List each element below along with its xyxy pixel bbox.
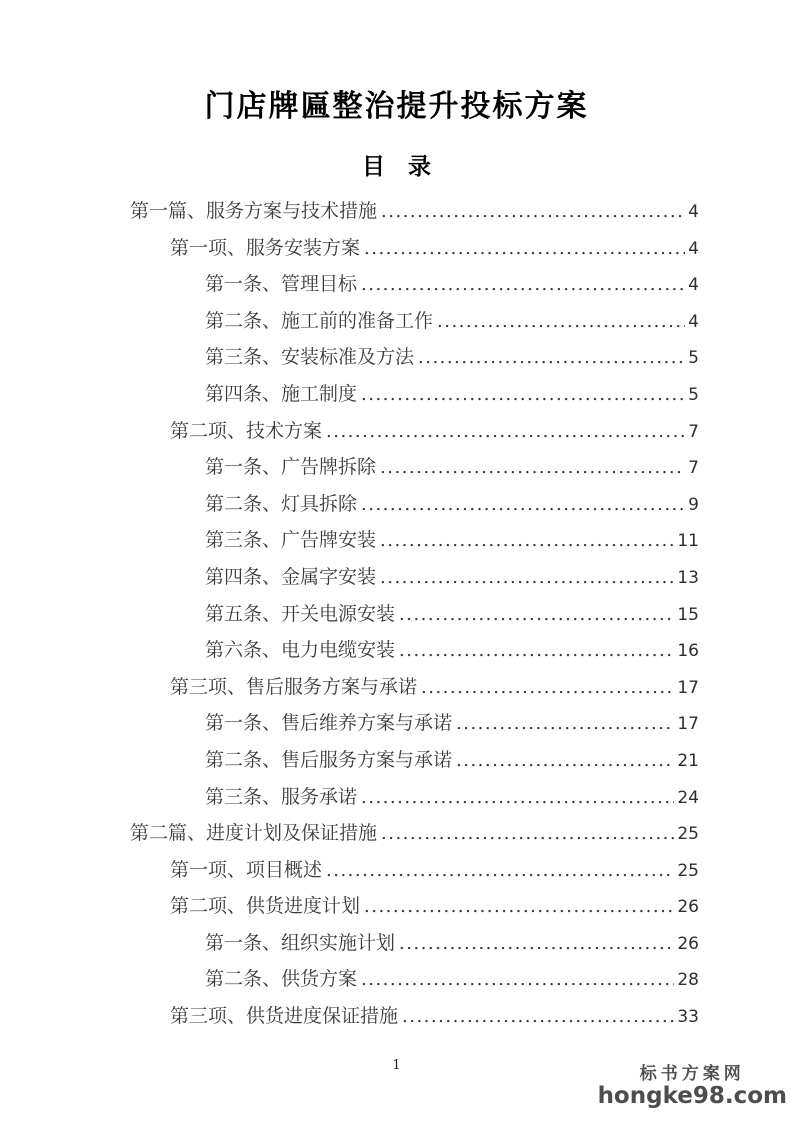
toc-entry-label: 第三项、售后服务方案与承诺 <box>170 675 418 698</box>
toc-entry[interactable] <box>130 416 699 453</box>
dot-leader <box>380 567 674 588</box>
dot-leader <box>326 421 685 442</box>
dot-leader <box>399 604 674 625</box>
toc-entry-label: 第一项、项目概述 <box>170 858 323 881</box>
toc-entry-page: 5 <box>688 384 699 405</box>
toc-entry-label: 第二条、灯具拆除 <box>205 492 358 515</box>
toc-entry-label: 第五条、开关电源安装 <box>205 602 396 625</box>
toc-entry-page: 17 <box>677 714 699 735</box>
toc-entry[interactable] <box>130 269 699 306</box>
toc-entry-label: 第一条、组织实施计划 <box>205 931 396 954</box>
toc-entry[interactable] <box>130 525 699 562</box>
document-title: 门店牌匾整治提升投标方案 <box>204 89 589 124</box>
toc-entry[interactable] <box>130 635 699 672</box>
toc-entry-label: 第四条、施工制度 <box>205 382 358 405</box>
toc-entry[interactable] <box>130 562 699 599</box>
dot-leader <box>437 311 685 332</box>
toc-entry-page: 9 <box>688 494 699 515</box>
dot-leader <box>381 823 674 844</box>
dot-leader <box>380 530 674 551</box>
toc-entry-page: 7 <box>688 421 699 442</box>
toc-entry[interactable] <box>130 452 699 489</box>
toc-entry-label: 第三项、供货进度保证措施 <box>170 1005 399 1028</box>
dot-leader <box>456 713 674 734</box>
dot-leader <box>361 274 685 295</box>
watermark <box>598 1066 787 1108</box>
toc-entry-page: 28 <box>677 970 699 991</box>
toc-entry[interactable] <box>130 745 699 782</box>
toc-entry[interactable] <box>130 672 699 709</box>
toc-entry-page: 26 <box>677 897 699 918</box>
toc-entry[interactable] <box>130 928 699 965</box>
toc-entry-page: 16 <box>677 641 699 662</box>
footer-page-number: 1 <box>392 1058 401 1073</box>
toc-entry-page: 4 <box>688 275 699 296</box>
toc-entry-label: 第三条、服务承诺 <box>205 785 358 808</box>
toc-entry-page: 11 <box>677 531 699 552</box>
toc-entry-page: 25 <box>677 860 699 881</box>
toc-entry[interactable] <box>130 782 699 819</box>
toc-entry-label: 第二篇、进度计划及保证措施 <box>130 822 378 845</box>
toc-entry[interactable] <box>130 964 699 1001</box>
dot-leader <box>361 969 674 990</box>
dot-leader <box>361 787 674 808</box>
toc-entry-page: 26 <box>677 933 699 954</box>
toc-entry[interactable] <box>130 1001 699 1038</box>
dot-leader <box>361 384 685 405</box>
toc-entry[interactable] <box>130 855 699 892</box>
toc-entry-page: 7 <box>688 458 699 479</box>
toc-entry-page: 21 <box>677 750 699 771</box>
dot-leader <box>456 750 674 771</box>
toc-entry-page: 13 <box>677 567 699 588</box>
dot-leader <box>381 201 685 222</box>
toc-entry-page: 25 <box>677 824 699 845</box>
toc-entry-label: 第一篇、服务方案与技术措施 <box>130 200 378 222</box>
toc-entry-page: 24 <box>677 787 699 808</box>
toc-entry-label: 第三条、广告牌安装 <box>205 529 377 552</box>
toc-list <box>130 196 699 1038</box>
dot-leader <box>361 494 685 515</box>
toc-entry[interactable] <box>130 342 699 379</box>
toc-entry[interactable] <box>130 891 699 928</box>
toc-entry-label: 第二项、供货进度计划 <box>170 895 361 918</box>
toc-entry-page: 4 <box>688 238 699 259</box>
toc-entry[interactable] <box>130 708 699 745</box>
watermark-site-url: hongke98.com <box>597 1082 787 1109</box>
toc-entry[interactable] <box>130 306 699 343</box>
dot-leader <box>399 933 674 954</box>
toc-entry-page: 4 <box>688 311 699 332</box>
toc-entry-label: 第二条、供货方案 <box>205 968 358 991</box>
dot-leader <box>421 677 674 698</box>
dot-leader <box>402 1006 674 1027</box>
toc-entry[interactable] <box>130 599 699 636</box>
dot-leader <box>418 347 685 368</box>
toc-entry-label: 第三条、安装标准及方法 <box>205 346 415 369</box>
toc-entry-label: 第一条、售后维养方案与承诺 <box>205 712 453 735</box>
dot-leader <box>364 896 674 917</box>
dot-leader <box>380 457 685 478</box>
toc-entry-label: 第四条、金属字安装 <box>205 565 377 588</box>
toc-entry-page: 15 <box>677 604 699 625</box>
toc-entry-page: 33 <box>677 1007 699 1028</box>
toc-entry[interactable] <box>130 233 699 270</box>
dot-leader <box>326 860 674 881</box>
toc-entry-label: 第一条、管理目标 <box>205 273 358 296</box>
toc-entry[interactable] <box>130 379 699 416</box>
toc-entry-page: 4 <box>688 202 699 222</box>
dot-leader <box>364 238 685 259</box>
toc-entry[interactable] <box>130 489 699 526</box>
toc-entry-page: 5 <box>688 348 699 369</box>
watermark-site-name: 标书方案网 <box>639 1064 745 1084</box>
toc-heading: 目 录 <box>362 153 431 180</box>
toc-entry-label: 第一项、服务安装方案 <box>170 236 361 259</box>
toc-entry-label: 第六条、电力电缆安装 <box>205 639 396 662</box>
toc-entry-label: 第一条、广告牌拆除 <box>205 456 377 479</box>
toc-entry-page: 17 <box>677 677 699 698</box>
toc-entry[interactable] <box>130 196 699 233</box>
toc-entry-label: 第二项、技术方案 <box>170 419 323 442</box>
toc-entry[interactable] <box>130 818 699 855</box>
dot-leader <box>399 640 674 661</box>
toc-entry-label: 第二条、施工前的准备工作 <box>205 309 434 332</box>
toc-entry-label: 第二条、售后服务方案与承诺 <box>205 748 453 771</box>
